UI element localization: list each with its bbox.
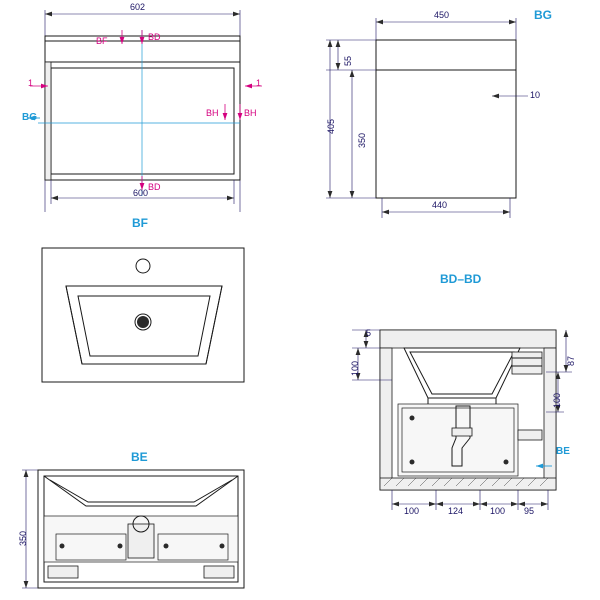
view-label-bg-front-arrow: BG <box>22 112 37 123</box>
dim-side-mid-height: 350 <box>357 132 367 148</box>
dim-section-v4: 87 <box>566 355 576 366</box>
view-label-bd-bd: BD–BD <box>440 272 482 286</box>
dim-front-overall-width: 602 <box>130 2 146 12</box>
marker-bh-left: BH <box>206 108 219 118</box>
dim-front-inner-width: 600 <box>133 188 149 198</box>
view-label-be: BE <box>131 450 148 464</box>
marker-bd-bottom: BD <box>148 182 161 192</box>
view-label-bf: BF <box>132 216 148 230</box>
dim-section-h2: 124 <box>448 506 464 516</box>
dim-side-top-width: 450 <box>434 10 450 20</box>
marker-bf: BF <box>96 36 108 46</box>
dim-section-h3: 100 <box>490 506 506 516</box>
dim-section-h4: 95 <box>524 506 535 516</box>
marker-1-left: 1 <box>28 78 34 88</box>
dim-side-bottom-width: 440 <box>432 200 448 210</box>
dim-section-v3: 100 <box>552 392 562 408</box>
view-label-bg: BG <box>534 8 552 22</box>
marker-bd-top: BD <box>148 32 161 42</box>
dim-section-h1: 100 <box>404 506 420 516</box>
dim-side-top-height: 55 <box>343 55 353 66</box>
dim-section-v2: 100 <box>350 360 360 376</box>
dim-side-thickness: 10 <box>530 90 541 100</box>
marker-1-right: 1 <box>256 78 262 88</box>
dim-side-total-height: 405 <box>326 118 336 134</box>
marker-bh-right: BH <box>244 108 257 118</box>
dim-rear-height: 350 <box>18 530 28 546</box>
dim-section-v1: 5 <box>366 328 372 338</box>
section-marker-be: BE <box>556 446 570 457</box>
